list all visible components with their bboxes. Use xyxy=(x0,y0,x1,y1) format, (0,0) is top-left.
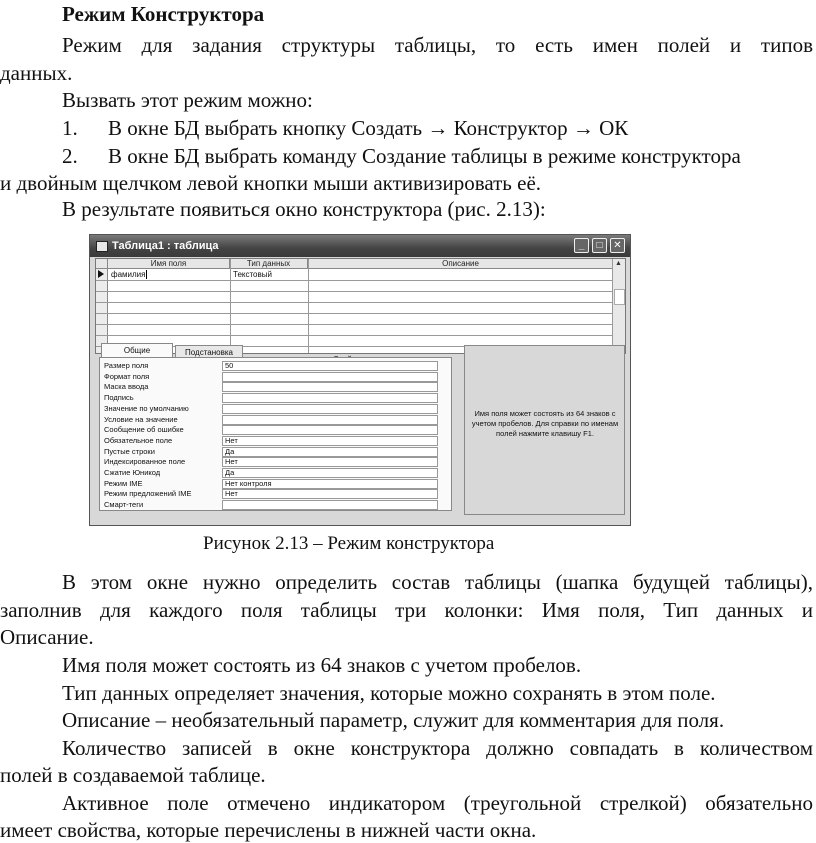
property-label: Режим IME xyxy=(104,478,143,488)
property-label: Сжатие Юникод xyxy=(104,468,161,477)
list-item-1-number: 1. xyxy=(62,116,78,140)
para4: Тип данных определяет значения, которые можно сохранять в этом поле. xyxy=(62,681,716,705)
properties-panel xyxy=(99,357,452,511)
list-item-2-text: В окне БД выбрать команду Создание таблицы в режиме конструктора xyxy=(108,144,741,168)
para2-line3: Описание. xyxy=(0,625,94,649)
help-panel xyxy=(464,345,625,515)
property-label: Размер поля xyxy=(104,361,149,370)
property-label: Пустые строки xyxy=(104,446,155,456)
property-label: Индексированное поле xyxy=(104,457,186,467)
field-name-value: фамилия xyxy=(111,270,146,279)
list-item-2 xyxy=(62,144,741,169)
list-item-1 xyxy=(62,116,628,141)
property-value[interactable]: Нет xyxy=(222,457,438,467)
window-title: Таблица1 : таблица xyxy=(112,240,219,252)
result-line: В результате появиться окно конструктора (рис. 2.13): xyxy=(62,197,546,221)
maximize-icon[interactable]: □ xyxy=(592,238,607,253)
call-intro: Вызвать этот режим можно: xyxy=(62,88,313,112)
scroll-thumb[interactable] xyxy=(614,289,625,305)
property-value[interactable]: Да xyxy=(222,447,438,457)
column-header-data-type[interactable]: Тип данных xyxy=(230,259,308,269)
column-header-description[interactable]: Описание xyxy=(308,259,614,269)
property-label: Условие на значение xyxy=(104,414,178,424)
field-name-cell[interactable] xyxy=(111,270,147,280)
property-value[interactable] xyxy=(222,404,438,414)
property-label: Режим предложений IME xyxy=(104,489,192,499)
property-value[interactable]: Нет xyxy=(222,489,438,499)
section-heading: Режим Конструктора xyxy=(62,2,265,26)
grid-scrollbar[interactable] xyxy=(612,259,625,353)
tab-general[interactable]: Общие xyxy=(101,343,173,357)
list-item-2-number: 2. xyxy=(62,144,78,168)
property-label: Сообщение об ошибке xyxy=(104,425,184,435)
property-value[interactable] xyxy=(222,382,438,392)
list-item-2-continuation: и двойным щелчком левой кнопки мыши активизировать её. xyxy=(0,171,542,195)
window-titlebar xyxy=(90,235,630,257)
property-value[interactable] xyxy=(222,425,438,435)
property-value[interactable] xyxy=(222,372,438,382)
field-grid xyxy=(95,258,626,354)
property-value[interactable]: Нет контроля xyxy=(222,479,438,489)
property-label: Маска ввода xyxy=(104,382,149,392)
table-designer-window xyxy=(89,234,631,526)
property-label: Формат поля xyxy=(104,371,150,381)
row-selector-column[interactable] xyxy=(96,269,108,353)
property-label: Подпись xyxy=(104,393,134,403)
property-label: Смарт-теги xyxy=(104,500,144,510)
para7-line2: имеет свойства, которые перечислены в нижней части окна. xyxy=(0,818,537,842)
property-value[interactable] xyxy=(222,500,438,510)
help-text: Имя поля может состоять из 64 знаков с учетом пробелов. Для справки по именам полей нажмите клавишу F1. xyxy=(471,409,619,438)
minimize-icon[interactable]: _ xyxy=(574,238,589,253)
para5: Описание – необязательный параметр, служит для комментария для поля. xyxy=(62,708,725,732)
property-label: Обязательное поле xyxy=(104,435,173,445)
para2-line2: заполнив для каждого поля таблицы три колонки: Имя поля, Тип данных и xyxy=(0,598,813,622)
property-label: Значение по умолчанию xyxy=(104,403,189,413)
property-value[interactable]: 50 xyxy=(222,361,438,371)
property-value[interactable]: Да xyxy=(222,468,438,478)
grid-corner xyxy=(96,259,108,269)
para6-line1: Количество записей в окне конструктора должно совпадать в количеством xyxy=(62,736,813,760)
para7-line1: Активное поле отмечено индикатором (треугольной стрелкой) обязательно xyxy=(62,791,813,815)
para3: Имя поля может состоять из 64 знаков с учетом пробелов. xyxy=(62,653,582,677)
para1-line1: Режим для задания структуры таблицы, то есть имен полей и типов xyxy=(62,33,813,57)
scroll-up-icon[interactable]: ▲ xyxy=(615,260,622,267)
property-value[interactable] xyxy=(222,393,438,403)
para1-line2: данных. xyxy=(0,61,73,85)
data-type-cell[interactable]: Текстовый xyxy=(233,270,272,279)
column-header-field-name[interactable]: Имя поля xyxy=(108,259,230,269)
para2-line1: В этом окне нужно определить состав таблицы (шапка будущей таблицы), xyxy=(62,570,813,594)
table-icon xyxy=(96,241,108,252)
description-cell[interactable] xyxy=(311,270,611,280)
list-item-1-text: В окне БД выбрать кнопку Создать → Конструктор → ОК xyxy=(108,116,629,140)
property-value[interactable] xyxy=(222,415,438,425)
figure-caption: Рисунок 2.13 – Режим конструктора xyxy=(203,533,495,554)
property-value[interactable]: Нет xyxy=(222,436,438,446)
current-row-arrow-icon xyxy=(98,270,104,278)
tab-lookup[interactable]: Подстановка xyxy=(175,345,243,357)
close-icon[interactable]: ✕ xyxy=(610,238,625,253)
para6-line2: полей в создаваемой таблице. xyxy=(0,763,266,787)
